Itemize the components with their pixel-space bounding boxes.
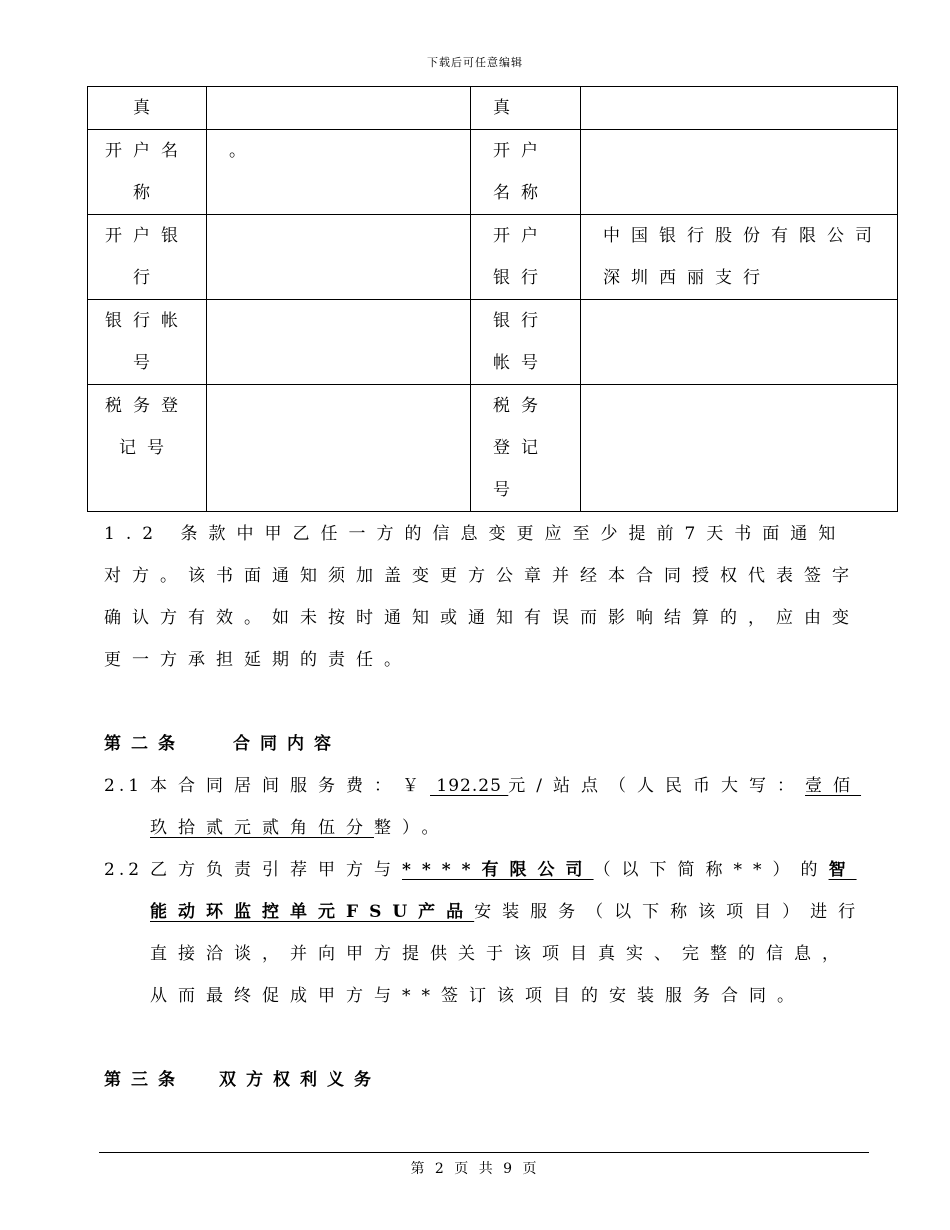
article-3-subtitle: 双方权利义务 — [219, 1070, 381, 1090]
service-fee-amount: 192.25 — [430, 776, 509, 796]
clause-2-1-tail: 整）。 — [374, 818, 450, 838]
account-number-value-b — [581, 300, 898, 385]
table-row — [88, 130, 898, 215]
bank-value-a — [207, 215, 471, 300]
clause-2-1-text-after: 元/站点（人民币大写： — [508, 776, 806, 796]
account-number-value-a — [207, 300, 471, 385]
account-name-value-b — [581, 130, 898, 215]
product-name: 智能动环监控单元FSU产品 — [150, 860, 857, 922]
article-2-title: 第二条 — [104, 734, 185, 754]
account-name-value-a: 。 — [207, 130, 471, 215]
bank-label-b: 开户银行 — [471, 215, 581, 300]
table-row — [88, 87, 898, 130]
clause-2-1-text-before: 本合同居间服务费：￥ — [150, 776, 430, 796]
clause-2-2-text-2: （以下简称**）的 — [593, 860, 829, 880]
account-number-label-a: 银行帐号 — [88, 300, 207, 385]
table-row — [88, 300, 898, 385]
page-header: 下载后可任意编辑 — [427, 56, 523, 69]
clause-2-1 — [150, 765, 870, 849]
fax-value-a — [207, 87, 471, 130]
account-number-label-b: 银行帐号 — [471, 300, 581, 385]
tax-id-label-b: 税务登记号 — [471, 385, 581, 512]
article-2-subtitle: 合同内容 — [233, 734, 341, 754]
article-3-title: 第三条 — [104, 1070, 185, 1090]
page-footer: 第 2 页 共 9 页 — [410, 1161, 540, 1177]
bank-value-b: 中国银行股份有限公司深圳西丽支行 — [581, 215, 898, 300]
clause-2-2 — [150, 849, 870, 1017]
clause-2-2-text-3: 安装服务（以下称该项目）进行直接洽谈，并向甲方提供关于该项目真实、完整的信息，从而最终促成甲方与**签订该项目的安装服务合同。 — [150, 902, 867, 1006]
bank-label-a: 开户银行 — [88, 215, 207, 300]
tax-id-value-a — [207, 385, 471, 512]
fax-label-a: 真 — [88, 87, 207, 130]
account-name-label-b: 开户名称 — [471, 130, 581, 215]
service-fee-in-words: 壹佰玖拾贰元贰角伍分 — [150, 776, 862, 838]
tax-id-value-b — [581, 385, 898, 512]
account-name-label-a: 开户名称 — [88, 130, 207, 215]
fax-value-b — [581, 87, 898, 130]
clause-2-2-number: 2.2 — [104, 860, 144, 880]
clause-2-2-text-1: 乙方负责引荐甲方与 — [150, 860, 402, 880]
article-2-heading — [104, 723, 341, 765]
article-3-heading — [104, 1059, 381, 1101]
table-row — [88, 215, 898, 300]
clause-2-1-number: 2.1 — [104, 776, 144, 796]
table-row — [88, 385, 898, 512]
tax-id-label-a: 税务登记号 — [88, 385, 207, 512]
clause-1-2: 1.2 条款中甲乙任一方的信息变更应至少提前7天书面通知对方。该书面通知须加盖变更方公章并经本合同授权代表签字确认方有效。如未按时通知或通知有误而影响结算的，应由变更一方承担延期的责任。 — [104, 524, 860, 670]
footer-divider — [99, 1152, 869, 1153]
company-name: ****有限公司 — [402, 860, 594, 880]
party-info-table — [87, 86, 898, 512]
fax-label-b: 真 — [471, 87, 581, 130]
